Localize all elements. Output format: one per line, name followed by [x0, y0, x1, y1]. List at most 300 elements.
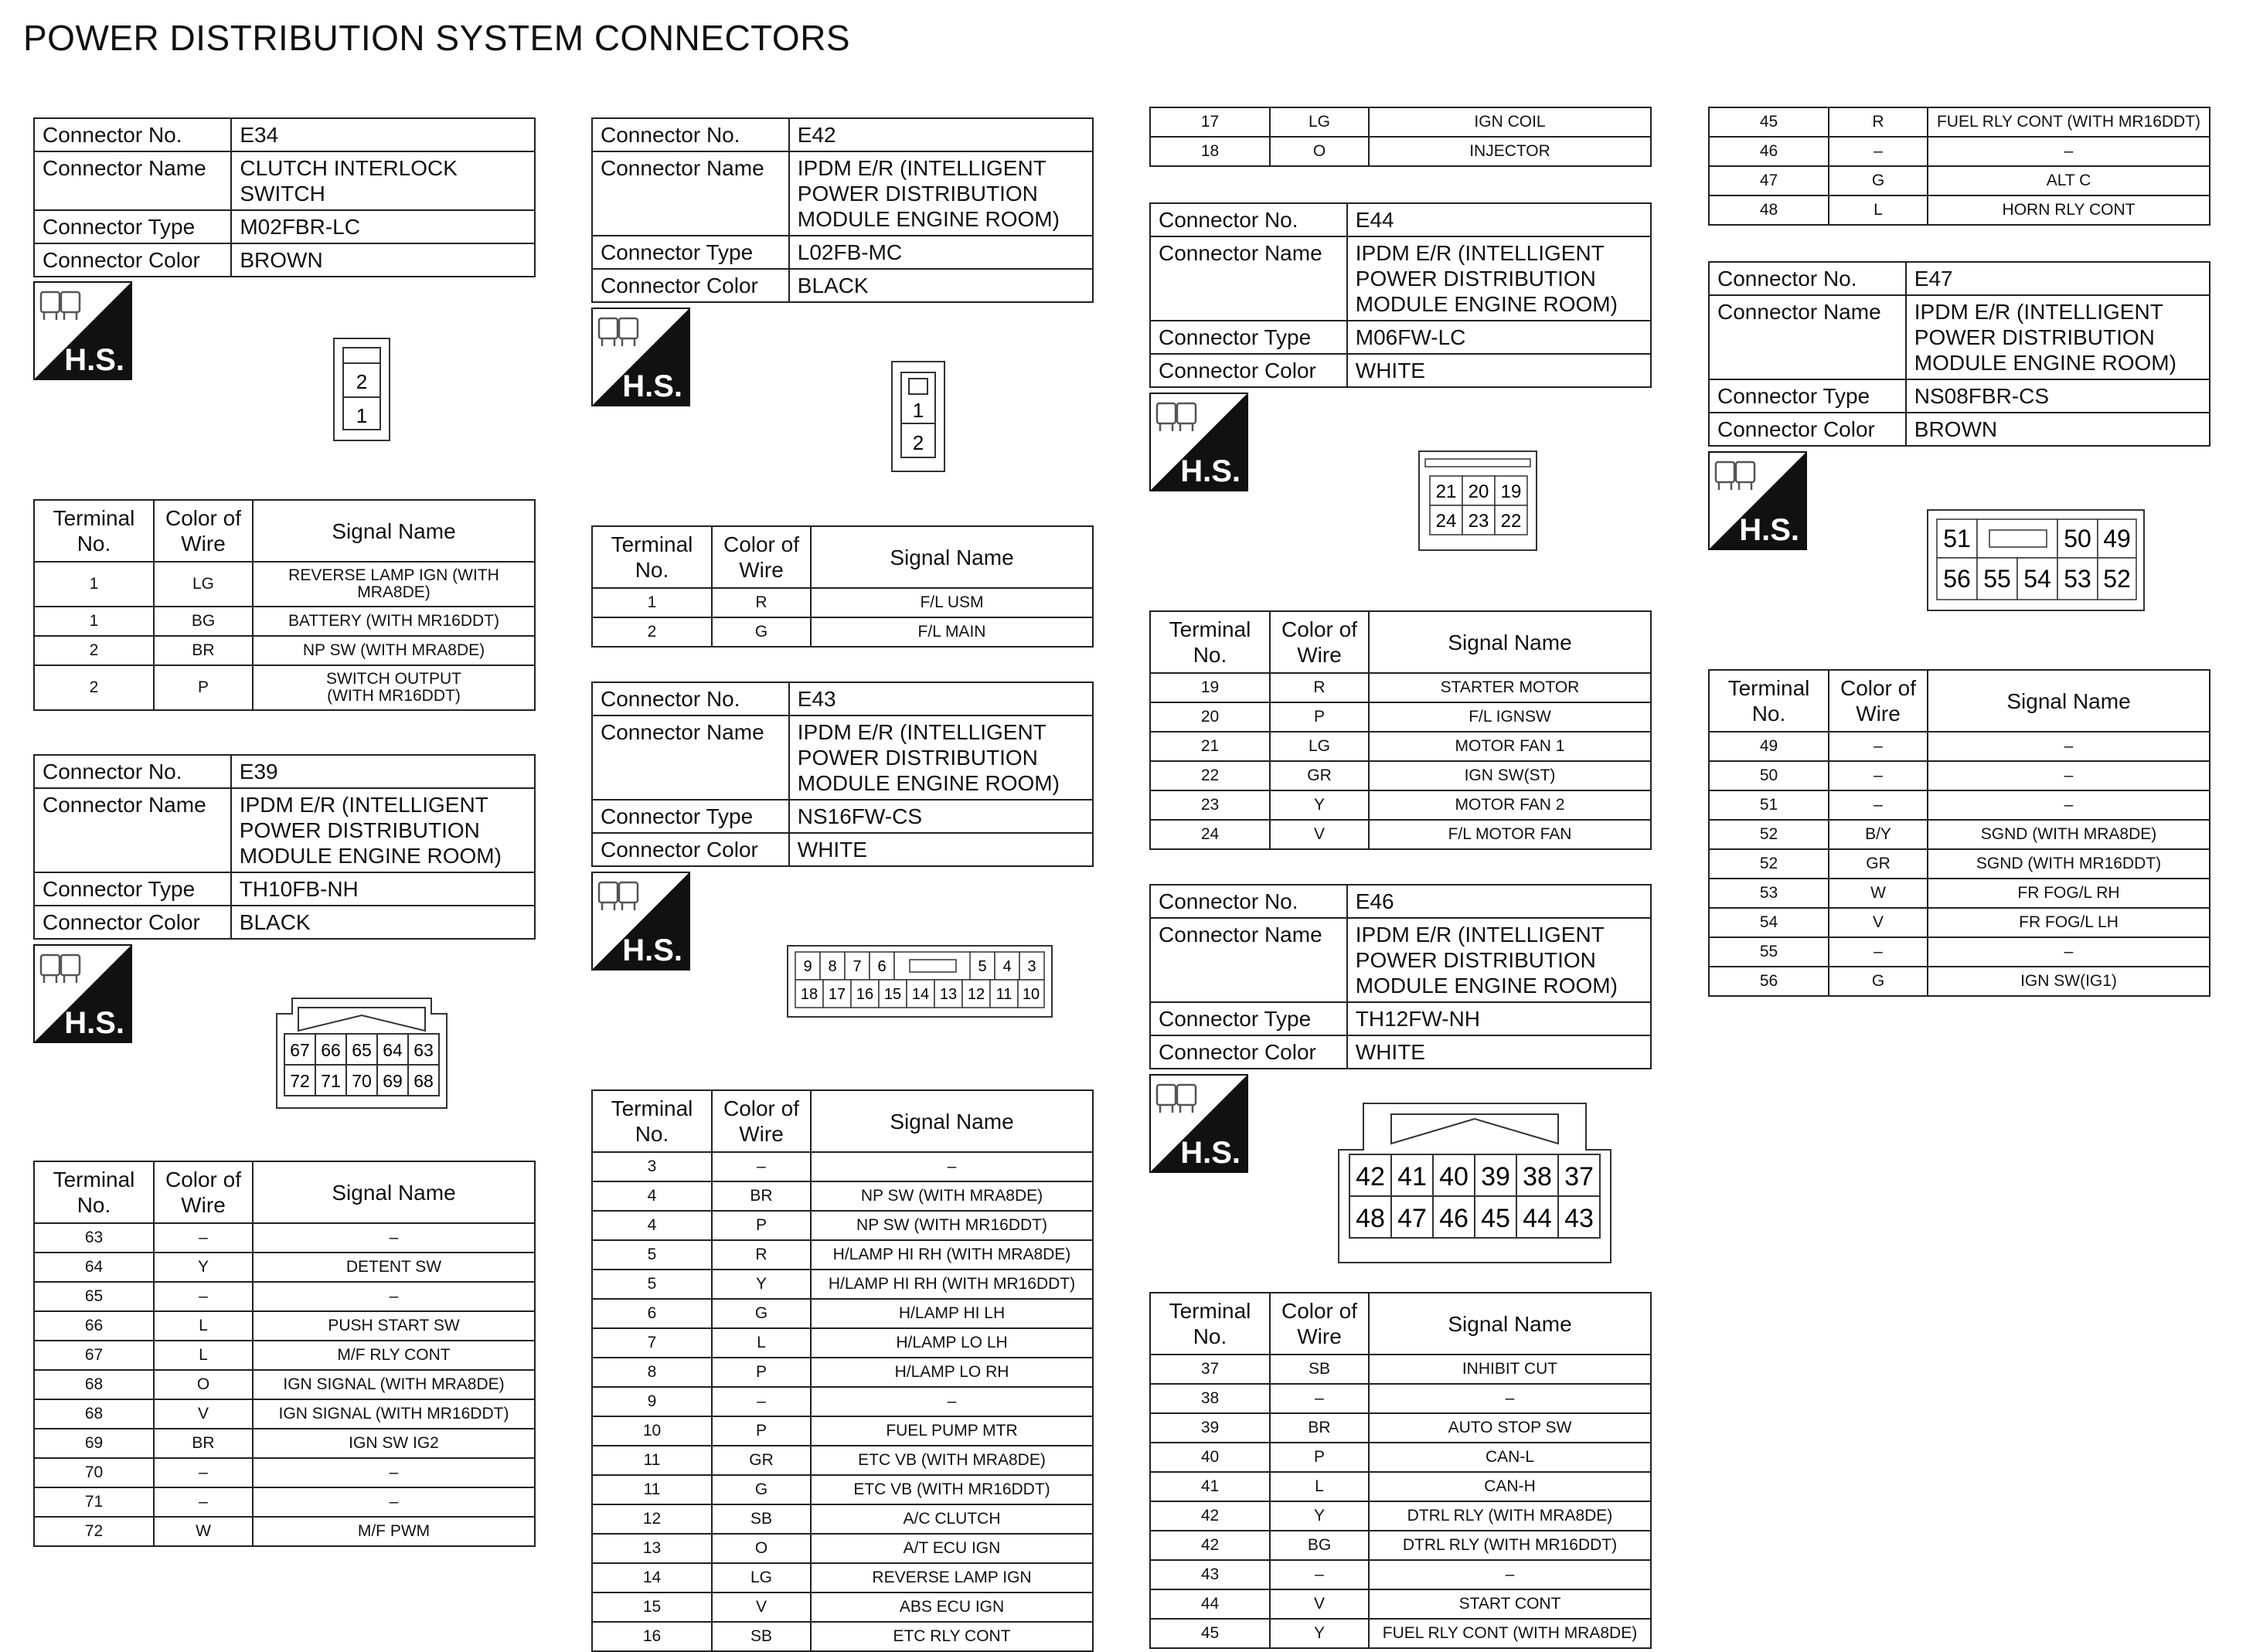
- wire-color-cell: P: [1270, 702, 1369, 732]
- connector-no-label: Connector No.: [1150, 203, 1347, 236]
- connector-color-value: BROWN: [1906, 413, 2210, 446]
- connector-no-label: Connector No.: [592, 118, 789, 151]
- pin-64: 64: [383, 1040, 403, 1060]
- signal-cell: –: [253, 1458, 535, 1487]
- table-row: [1709, 137, 2210, 166]
- wire-color-cell: GR: [1829, 849, 1928, 879]
- terminal-cell: 45: [1150, 1619, 1270, 1648]
- hs-icon: [1708, 451, 1807, 554]
- terminal-cell: 14: [592, 1563, 712, 1593]
- connector-no-value: E39: [231, 755, 535, 788]
- table-row: [592, 1181, 1093, 1211]
- signal-cell: ABS ECU IGN: [811, 1593, 1093, 1622]
- color-of-wire-header: Color of Wire: [712, 526, 811, 588]
- connector-info-table: [33, 754, 536, 940]
- wire-color-cell: G: [712, 1475, 811, 1504]
- signal-cell: DTRL RLY (WITH MRA8DE): [1369, 1501, 1651, 1531]
- signal-cell: CAN-L: [1369, 1443, 1651, 1472]
- table-row: [592, 1504, 1093, 1534]
- table-row: [1150, 1589, 1651, 1619]
- signal-cell: –: [1928, 937, 2210, 967]
- signal-cell: –: [811, 1387, 1093, 1416]
- connector-color-label: Connector Color: [1150, 354, 1347, 387]
- connector-name-value: IPDM E/R (INTELLIGENT POWER DISTRIBUTION MODULE ENGINE ROOM): [789, 151, 1093, 236]
- table-row: [592, 1328, 1093, 1358]
- wire-color-cell: LG: [154, 562, 253, 607]
- terminal-table-E47: [1708, 669, 2210, 997]
- terminal-cell: 2: [34, 665, 154, 710]
- signal-name-header: Signal Name: [253, 500, 535, 562]
- terminal-cell: 1: [34, 607, 154, 636]
- signal-cell: FUEL RLY CONT (WITH MR16DDT): [1928, 107, 2210, 137]
- pin-65: 65: [352, 1040, 372, 1060]
- wire-color-cell: BG: [1270, 1531, 1369, 1560]
- connector-color-value: BLACK: [231, 906, 535, 939]
- connector-E34: [33, 117, 536, 277]
- signal-cell: H/LAMP HI LH: [811, 1299, 1093, 1328]
- hs-icon: [591, 308, 690, 410]
- table-row: [1709, 732, 2210, 761]
- terminal-table-E46-continued: [1708, 107, 2210, 226]
- table-row: [592, 1211, 1093, 1240]
- signal-cell: SGND (WITH MRA8DE): [1928, 820, 2210, 849]
- terminal-cell: 18: [1150, 137, 1270, 166]
- pin-52: 52: [2103, 565, 2131, 593]
- connector-type-value: L02FB-MC: [789, 236, 1093, 269]
- terminal-cell: 19: [1150, 673, 1270, 702]
- terminal-cell: 56: [1709, 967, 1829, 996]
- connector-color-value: BROWN: [231, 243, 535, 277]
- wire-color-cell: G: [712, 617, 811, 647]
- connector-face-E34: [332, 337, 391, 446]
- table-row: [592, 1270, 1093, 1299]
- signal-cell: –: [1928, 790, 2210, 820]
- connector-type-value: TH10FB-NH: [231, 872, 535, 906]
- terminal-cell: 51: [1709, 790, 1829, 820]
- wire-color-cell: L: [712, 1328, 811, 1358]
- table-row: [592, 1299, 1093, 1328]
- wire-color-cell: SB: [1270, 1355, 1369, 1384]
- table-row: [1709, 761, 2210, 790]
- terminal-cell: 5: [592, 1270, 712, 1299]
- color-of-wire-header: Color of Wire: [1270, 1293, 1369, 1355]
- connector-info-table: [591, 117, 1094, 303]
- pin-48: 48: [1356, 1204, 1385, 1233]
- signal-cell: MOTOR FAN 2: [1369, 790, 1651, 820]
- signal-cell: ETC RLY CONT: [811, 1622, 1093, 1651]
- connector-face-E42: [890, 360, 946, 477]
- connector-info-table: [33, 117, 536, 277]
- table-row: [592, 1240, 1093, 1270]
- wire-color-cell: –: [154, 1223, 253, 1253]
- pin-72: 72: [290, 1071, 310, 1091]
- wire-color-cell: BR: [1270, 1413, 1369, 1443]
- signal-cell: REVERSE LAMP IGN (WITH MRA8DE): [253, 562, 535, 607]
- signal-cell: H/LAMP HI RH (WITH MR16DDT): [811, 1270, 1093, 1299]
- signal-cell: ETC VB (WITH MR16DDT): [811, 1475, 1093, 1504]
- terminal-cell: 48: [1709, 195, 1829, 225]
- table-row: [1150, 702, 1651, 732]
- signal-cell: A/C CLUTCH: [811, 1504, 1093, 1534]
- table-row: [592, 1622, 1093, 1651]
- signal-name-header: Signal Name: [253, 1161, 535, 1223]
- wire-color-cell: R: [712, 588, 811, 617]
- connector-name-label: Connector Name: [592, 716, 789, 800]
- connector-name-value: IPDM E/R (INTELLIGENT POWER DISTRIBUTION MODULE ENGINE ROOM): [1347, 918, 1651, 1002]
- connector-no-label: Connector No.: [1709, 262, 1906, 295]
- signal-cell: IGN SW(IG1): [1928, 967, 2210, 996]
- terminal-cell: 6: [592, 1299, 712, 1328]
- table-row: [34, 1282, 535, 1311]
- connector-type-value: NS08FBR-CS: [1906, 379, 2210, 413]
- terminal-cell: 22: [1150, 761, 1270, 790]
- table-row: [1150, 820, 1651, 849]
- table-row: [1150, 673, 1651, 702]
- wire-color-cell: SB: [712, 1504, 811, 1534]
- pin-70: 70: [352, 1071, 372, 1091]
- terminal-cell: 70: [34, 1458, 154, 1487]
- terminal-cell: 7: [592, 1328, 712, 1358]
- table-row: [1150, 1531, 1651, 1560]
- pin-14: 14: [911, 986, 930, 1003]
- table-row: [1709, 195, 2210, 225]
- connector-color-value: WHITE: [1347, 1035, 1651, 1069]
- pin-22: 22: [1500, 511, 1522, 532]
- table-row: [1709, 967, 2210, 996]
- wire-color-cell: –: [712, 1387, 811, 1416]
- pin-55: 55: [1983, 565, 2011, 593]
- wire-color-cell: P: [712, 1358, 811, 1387]
- terminal-cell: 52: [1709, 849, 1829, 879]
- connector-name-label: Connector Name: [1709, 295, 1906, 379]
- terminal-table-E42: [591, 525, 1094, 648]
- connector-no-value: E42: [789, 118, 1093, 151]
- pin-37: 37: [1564, 1162, 1594, 1191]
- signal-name-header: Signal Name: [1369, 1293, 1651, 1355]
- connector-name-label: Connector Name: [34, 151, 231, 210]
- terminal-no-header: Terminal No.: [1150, 1293, 1270, 1355]
- connector-E42: [591, 117, 1094, 303]
- table-row: [1150, 790, 1651, 820]
- connector-type-label: Connector Type: [34, 210, 231, 243]
- pin-42: 42: [1356, 1162, 1385, 1191]
- wire-color-cell: P: [154, 665, 253, 710]
- terminal-table-E46: [1149, 1292, 1652, 1649]
- signal-cell: FUEL PUMP MTR: [811, 1416, 1093, 1446]
- table-row: [1150, 1560, 1651, 1589]
- signal-cell: –: [1369, 1560, 1651, 1589]
- wire-color-cell: –: [154, 1458, 253, 1487]
- connector-type-value: M02FBR-LC: [231, 210, 535, 243]
- signal-cell: F/L USM: [811, 588, 1093, 617]
- terminal-cell: 69: [34, 1429, 154, 1458]
- wire-color-cell: BG: [154, 607, 253, 636]
- wire-color-cell: BR: [712, 1181, 811, 1211]
- signal-cell: IGN SIGNAL (WITH MRA8DE): [253, 1370, 535, 1399]
- wire-color-cell: –: [1829, 732, 1928, 761]
- terminal-cell: 42: [1150, 1501, 1270, 1531]
- pin-43: 43: [1564, 1204, 1594, 1233]
- terminal-cell: 40: [1150, 1443, 1270, 1472]
- wire-color-cell: –: [1270, 1384, 1369, 1413]
- signal-cell: SWITCH OUTPUT (WITH MR16DDT): [253, 665, 535, 710]
- signal-cell: –: [811, 1152, 1093, 1181]
- table-row: [592, 1563, 1093, 1593]
- terminal-cell: 54: [1709, 908, 1829, 937]
- signal-cell: FR FOG/L LH: [1928, 908, 2210, 937]
- connector-name-value: IPDM E/R (INTELLIGENT POWER DISTRIBUTION MODULE ENGINE ROOM): [231, 788, 535, 872]
- pin-56: 56: [1943, 565, 1971, 593]
- table-row: [1709, 908, 2210, 937]
- table-row: [1150, 107, 1651, 137]
- connector-no-value: E44: [1347, 203, 1651, 236]
- wire-color-cell: –: [712, 1152, 811, 1181]
- table-row: [1150, 1472, 1651, 1501]
- signal-cell: FUEL RLY CONT (WITH MRA8DE): [1369, 1619, 1651, 1648]
- connector-type-value: M06FW-LC: [1347, 321, 1651, 354]
- wire-color-cell: B/Y: [1829, 820, 1928, 849]
- wire-color-cell: BR: [154, 1429, 253, 1458]
- terminal-cell: 9: [592, 1387, 712, 1416]
- pin-1: 1: [356, 404, 368, 427]
- signal-cell: NP SW (WITH MRA8DE): [811, 1181, 1093, 1211]
- terminal-cell: 2: [592, 617, 712, 647]
- svg-text:H.S.: H.S.: [1739, 513, 1799, 547]
- pin-24: 24: [1435, 511, 1457, 532]
- signal-cell: A/T ECU IGN: [811, 1534, 1093, 1563]
- terminal-cell: 43: [1150, 1560, 1270, 1589]
- wire-color-cell: O: [1270, 137, 1369, 166]
- table-row: [592, 588, 1093, 617]
- signal-cell: INHIBIT CUT: [1369, 1355, 1651, 1384]
- pin-47: 47: [1397, 1204, 1427, 1233]
- signal-cell: –: [253, 1223, 535, 1253]
- signal-name-header: Signal Name: [811, 526, 1093, 588]
- wire-color-cell: Y: [1270, 1619, 1369, 1648]
- wire-color-cell: P: [712, 1416, 811, 1446]
- table-row: [592, 1593, 1093, 1622]
- terminal-cell: 46: [1709, 137, 1829, 166]
- terminal-cell: 53: [1709, 879, 1829, 908]
- wire-color-cell: L: [1270, 1472, 1369, 1501]
- terminal-cell: 16: [592, 1622, 712, 1651]
- signal-cell: –: [253, 1487, 535, 1517]
- connector-no-label: Connector No.: [34, 118, 231, 151]
- pin-10: 10: [1022, 986, 1040, 1003]
- signal-cell: MOTOR FAN 1: [1369, 732, 1651, 761]
- pin-67: 67: [290, 1040, 310, 1060]
- wire-color-cell: W: [154, 1517, 253, 1546]
- pin-54: 54: [2023, 565, 2051, 593]
- pin-3: 3: [1027, 958, 1036, 975]
- wire-color-cell: G: [1829, 166, 1928, 195]
- terminal-cell: 64: [34, 1253, 154, 1282]
- connector-color-label: Connector Color: [592, 269, 789, 302]
- wire-color-cell: R: [712, 1240, 811, 1270]
- table-row: [1150, 1443, 1651, 1472]
- table-row: [592, 1358, 1093, 1387]
- pin-15: 15: [883, 986, 902, 1003]
- terminal-no-header: Terminal No.: [1150, 611, 1270, 673]
- terminal-cell: 38: [1150, 1384, 1270, 1413]
- signal-cell: H/LAMP LO RH: [811, 1358, 1093, 1387]
- wire-color-cell: Y: [1270, 1501, 1369, 1531]
- connector-color-value: BLACK: [789, 269, 1093, 302]
- pin-2: 2: [912, 431, 924, 454]
- terminal-cell: 4: [592, 1211, 712, 1240]
- terminal-cell: 66: [34, 1311, 154, 1341]
- pin-6: 6: [877, 958, 887, 975]
- signal-cell: –: [1928, 761, 2210, 790]
- wire-color-cell: –: [1829, 137, 1928, 166]
- table-row: [34, 1429, 535, 1458]
- table-row: [34, 1517, 535, 1546]
- connector-info-table: [1149, 884, 1652, 1069]
- signal-cell: –: [253, 1282, 535, 1311]
- signal-cell: H/LAMP LO LH: [811, 1328, 1093, 1358]
- pin-38: 38: [1523, 1162, 1552, 1191]
- connector-type-label: Connector Type: [1709, 379, 1906, 413]
- table-row: [1150, 1501, 1651, 1531]
- signal-cell: CAN-H: [1369, 1472, 1651, 1501]
- pin-51: 51: [1943, 525, 1971, 552]
- signal-cell: NP SW (WITH MR16DDT): [811, 1211, 1093, 1240]
- terminal-cell: 4: [592, 1181, 712, 1211]
- table-row: [34, 1253, 535, 1282]
- table-row: [1709, 107, 2210, 137]
- table-row: [1709, 820, 2210, 849]
- connector-name-value: CLUTCH INTERLOCK SWITCH: [231, 151, 535, 210]
- connector-color-value: WHITE: [789, 833, 1093, 866]
- hs-icon: [1149, 1074, 1248, 1177]
- terminal-cell: 39: [1150, 1413, 1270, 1443]
- svg-text:H.S.: H.S.: [622, 369, 682, 403]
- table-row: [1709, 937, 2210, 967]
- connector-E43: [591, 682, 1094, 867]
- terminal-cell: 11: [592, 1475, 712, 1504]
- svg-text:H.S.: H.S.: [64, 1006, 124, 1040]
- signal-cell: H/LAMP HI RH (WITH MRA8DE): [811, 1240, 1093, 1270]
- pin-49: 49: [2103, 525, 2131, 552]
- wire-color-cell: LG: [1270, 107, 1369, 137]
- wire-color-cell: GR: [712, 1446, 811, 1475]
- table-row: [592, 1152, 1093, 1181]
- signal-cell: IGN SW(ST): [1369, 761, 1651, 790]
- pin-66: 66: [321, 1040, 341, 1060]
- connector-type-label: Connector Type: [592, 800, 789, 833]
- signal-cell: –: [1369, 1384, 1651, 1413]
- signal-cell: SGND (WITH MR16DDT): [1928, 849, 2210, 879]
- wire-color-cell: –: [1270, 1560, 1369, 1589]
- connector-info-table: [1708, 261, 2210, 447]
- hs-icon: [591, 872, 690, 974]
- terminal-cell: 47: [1709, 166, 1829, 195]
- terminal-cell: 21: [1150, 732, 1270, 761]
- wire-color-cell: –: [1829, 790, 1928, 820]
- terminal-cell: 1: [592, 588, 712, 617]
- connector-face-E39: [275, 997, 448, 1113]
- wire-color-cell: V: [154, 1399, 253, 1429]
- connector-face-E44: [1417, 450, 1538, 556]
- pin-7: 7: [853, 958, 862, 975]
- terminal-no-header: Terminal No.: [592, 1090, 712, 1152]
- wire-color-cell: Y: [154, 1253, 253, 1282]
- terminal-cell: 44: [1150, 1589, 1270, 1619]
- pin-4: 4: [1002, 958, 1012, 975]
- connector-type-label: Connector Type: [34, 872, 231, 906]
- pin-71: 71: [321, 1071, 341, 1091]
- pin-50: 50: [2064, 525, 2091, 552]
- terminal-cell: 37: [1150, 1355, 1270, 1384]
- signal-cell: DTRL RLY (WITH MR16DDT): [1369, 1531, 1651, 1560]
- terminal-table-E39: [33, 1161, 536, 1547]
- pin-19: 19: [1500, 481, 1522, 502]
- color-of-wire-header: Color of Wire: [1270, 611, 1369, 673]
- connector-face-E47: [1926, 508, 2146, 616]
- wire-color-cell: V: [1270, 820, 1369, 849]
- wire-color-cell: BR: [154, 636, 253, 665]
- pin-63: 63: [414, 1040, 434, 1060]
- signal-cell: BATTERY (WITH MR16DDT): [253, 607, 535, 636]
- connector-no-label: Connector No.: [1150, 885, 1347, 918]
- connector-face-E46: [1336, 1102, 1614, 1268]
- connector-type-label: Connector Type: [592, 236, 789, 269]
- pin-2: 2: [356, 370, 368, 393]
- pin-5: 5: [978, 958, 987, 975]
- signal-name-header: Signal Name: [1369, 611, 1651, 673]
- svg-text:H.S.: H.S.: [1180, 454, 1241, 488]
- pin-21: 21: [1435, 481, 1457, 502]
- wire-color-cell: G: [1829, 967, 1928, 996]
- terminal-cell: 12: [592, 1504, 712, 1534]
- connector-color-label: Connector Color: [34, 243, 231, 277]
- connector-face-E43: [786, 944, 1053, 1022]
- table-row: [34, 1458, 535, 1487]
- pin-11: 11: [995, 986, 1012, 1003]
- wire-color-cell: O: [712, 1534, 811, 1563]
- connector-color-value: WHITE: [1347, 354, 1651, 387]
- wire-color-cell: Y: [1270, 790, 1369, 820]
- pin-8: 8: [828, 958, 837, 975]
- table-row: [34, 1223, 535, 1253]
- table-row: [592, 1475, 1093, 1504]
- table-row: [1150, 1619, 1651, 1648]
- terminal-cell: 50: [1709, 761, 1829, 790]
- connector-color-label: Connector Color: [592, 833, 789, 866]
- terminal-cell: 8: [592, 1358, 712, 1387]
- connector-name-label: Connector Name: [34, 788, 231, 872]
- wire-color-cell: SB: [712, 1622, 811, 1651]
- signal-cell: –: [1928, 137, 2210, 166]
- connector-no-value: E46: [1347, 885, 1651, 918]
- pin-68: 68: [414, 1071, 434, 1091]
- table-row: [1150, 732, 1651, 761]
- table-row: [34, 1311, 535, 1341]
- wire-color-cell: LG: [712, 1563, 811, 1593]
- svg-text:H.S.: H.S.: [622, 933, 682, 967]
- wire-color-cell: V: [712, 1593, 811, 1622]
- terminal-table-E43-continued: [1149, 107, 1652, 167]
- signal-cell: DETENT SW: [253, 1253, 535, 1282]
- signal-cell: FR FOG/L RH: [1928, 879, 2210, 908]
- signal-cell: INJECTOR: [1369, 137, 1651, 166]
- pin-39: 39: [1481, 1162, 1510, 1191]
- pin-41: 41: [1397, 1162, 1427, 1191]
- hs-icon: [1149, 393, 1248, 495]
- terminal-table-E44: [1149, 610, 1652, 850]
- wire-color-cell: R: [1829, 107, 1928, 137]
- wire-color-cell: L: [1829, 195, 1928, 225]
